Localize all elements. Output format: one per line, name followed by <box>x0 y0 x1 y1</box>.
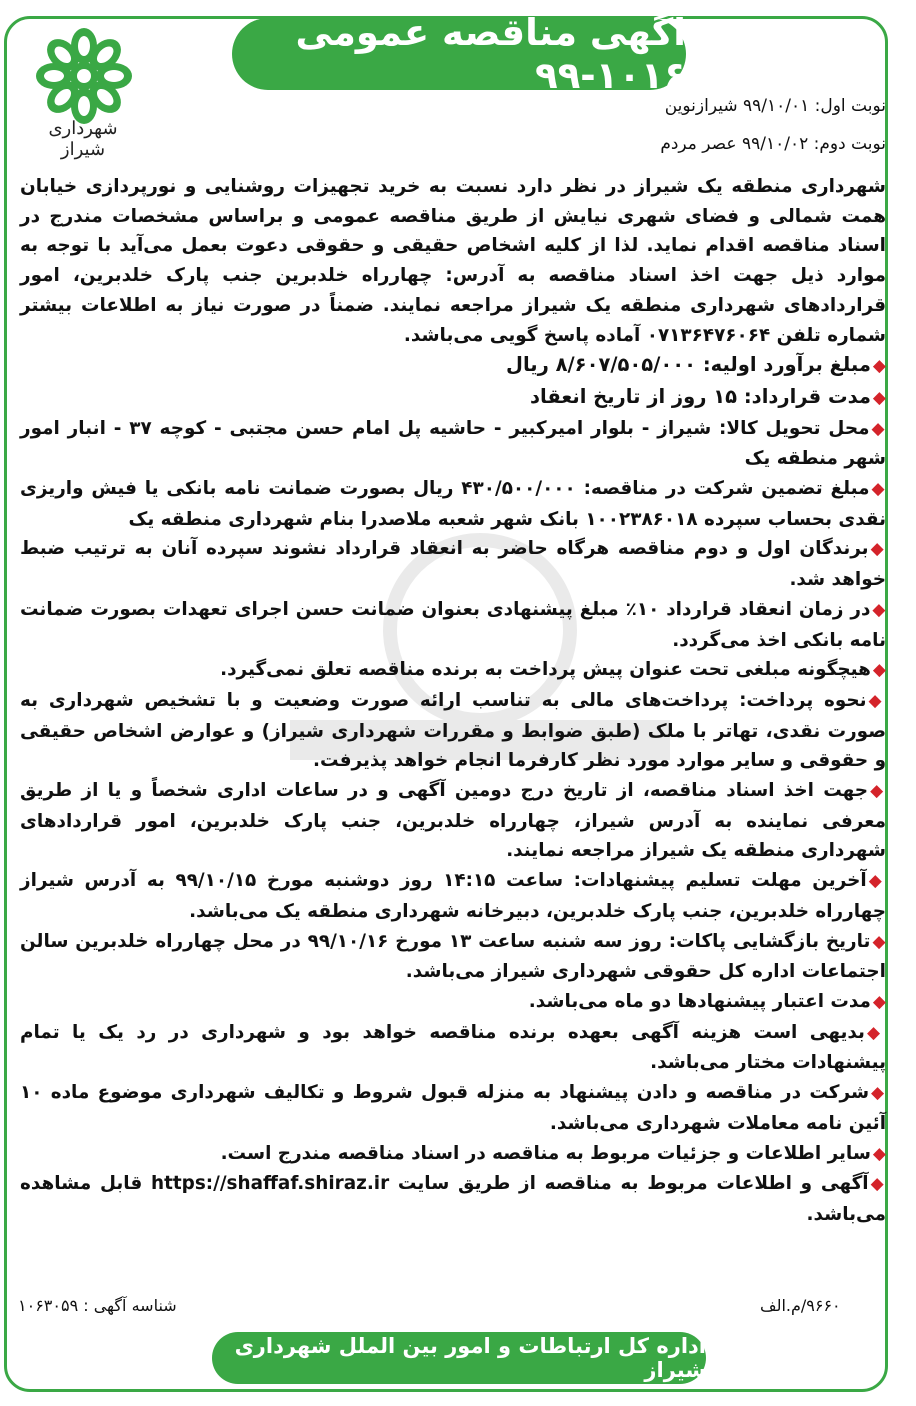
condition-text: جهت اخذ اسناد مناقصه، از تاریخ درج دومین آگهی و در ساعات اداری شخصاً و یا از طریق معرفی نماینده به آدرس شیراز، چهارراه خلدبرین، جنب پارک خلدبرین، امور قراردادهای شهرداری منطقه یک شیراز مراجعه نمایند. <box>20 780 886 862</box>
ad-code: ۹۶۶۰/م.الف <box>760 1296 841 1315</box>
bullet-diamond-icon: ◆ <box>872 991 886 1012</box>
condition-item <box>20 534 886 594</box>
intro-paragraph: شهرداری منطقه یک شیراز در نظر دارد نسبت به خرید تجهیزات روشنایی و نورپردازی خیابان همت شمالی و فضای شهری نیایش از طریق مناقصه عمومی و براساس مشخصات مندرج در اسناد مناقصه اقدام نماید. لذا از کلیه اشخاص حقیقی و حقوقی دعوت بعمل می‌آید با توجه به موارد ذیل جهت اخذ اسناد مناقصه به آدرس: چهارراه خلدبرین جنب پارک خلدبرین، امور قراردادهای شهرداری منطقه یک شیراز مراجعه نمایند. ضمناً در صورت نیاز به اطلاعات بیشتر شماره تلفن ۰۷۱۳۶۴۷۶۰۶۴ آماده پاسخ گویی می‌باشد. <box>20 176 886 346</box>
condition-text: بدیهی است هزینه آگهی بعهده برنده مناقصه خواهد بود و شهرداری در رد یک یا تمام پیشنهادات مختار می‌باشد. <box>20 1021 886 1074</box>
condition-text: مبلغ تضمین شرکت در مناقصه: ۴۳۰/۵۰۰/۰۰۰ ریال بصورت ضمانت نامه بانکی یا فیش واریزی نقدی بحساب سپرده ۱۰۰۲۳۸۶۰۱۸ بانک شهر شعبه ملاصدرا بنام شهرداری منطقه یک <box>20 478 886 530</box>
bullet-diamond-icon: ◆ <box>868 871 886 892</box>
ad-id: شناسه آگهی : ۱۰۶۳۰۵۹ <box>18 1296 177 1315</box>
bullet-diamond-icon: ◆ <box>871 418 886 439</box>
first-publication: نوبت اول: ۹۹/۱۰/۰۱ شیرازنوین <box>664 96 886 116</box>
condition-item <box>20 1078 886 1138</box>
bullet-diamond-icon: ◆ <box>870 781 886 802</box>
condition-item <box>20 595 886 655</box>
condition-item <box>20 987 886 1018</box>
bullet-diamond-icon: ◆ <box>872 387 886 408</box>
condition-item <box>20 382 886 414</box>
condition-item <box>20 655 886 686</box>
condition-item <box>20 414 886 474</box>
bullet-diamond-icon: ◆ <box>872 599 887 620</box>
condition-item <box>20 350 886 382</box>
bullet-diamond-icon: ◆ <box>868 690 886 711</box>
condition-text: در زمان انعقاد قرارداد ۱۰٪ مبلغ پیشنهادی بعنوان ضمانت حسن اجرای تعهدات بصورت ضمانت نامه بانکی اخذ می‌گردد. <box>20 598 886 651</box>
condition-item <box>20 1018 886 1078</box>
conditions-list <box>20 350 886 1229</box>
condition-text: نحوه پرداخت: پرداخت‌های مالی به تناسب ارائه صورت وضعیت و با تشخیص شهرداری به صورت نقدی، تهاتر با ملک (طبق ضوابط و مقررات شهرداری شیراز) و عوارض اشخاص حقیقی و حقوقی و سایر موارد مورد نظر کارفرما انجام خواهد پذیرفت. <box>20 689 886 772</box>
condition-text: شرکت در مناقصه و دادن پیشنهاد به منزله قبول شروط و تکالیف شهرداری موضوع ماده ۱۰ آئین نامه معاملات شهرداری می‌باشد. <box>20 1082 886 1134</box>
condition-text: هیچگونه مبلغی تحت عنوان پیش پرداخت به برنده مناقصه تعلق نمی‌گیرد. <box>220 659 871 681</box>
condition-text: سایر اطلاعات و جزئیات مربوط به مناقصه در اسناد مناقصه مندرج است. <box>220 1142 871 1164</box>
second-publication: نوبت دوم: ۹۹/۱۰/۰۲ عصر مردم <box>660 134 886 154</box>
condition-item <box>20 1169 886 1229</box>
bullet-diamond-icon: ◆ <box>872 660 886 681</box>
bottom-banner <box>212 1332 706 1384</box>
title-banner <box>232 11 686 97</box>
bullet-diamond-icon: ◆ <box>872 1143 886 1164</box>
condition-text: آخرین مهلت تسلیم پیشنهادات: ساعت ۱۴:۱۵ روز دوشنبه مورخ ۹۹/۱۰/۱۵ به آدرس شیراز چهارراه خلدبرین، جنب پارک خلدبرین، دبیرخانه شهرداری منطقه یک می‌باشد. <box>20 870 886 922</box>
condition-item <box>20 1139 886 1170</box>
logo-caption: شهرداری شیراز <box>48 118 118 160</box>
condition-text: مدت قرارداد: ۱۵ روز از تاریخ انعقاد <box>530 384 871 408</box>
page-title: آگهی مناقصه عمومی ۱۰۱۶-۹۹ <box>295 11 686 97</box>
bullet-diamond-icon: ◆ <box>870 539 886 560</box>
announcement-body <box>20 172 886 1230</box>
condition-item <box>20 686 886 776</box>
condition-text: تاریخ بازگشایی پاکات: روز سه شنبه ساعت ۱۳ مورخ ۹۹/۱۰/۱۶ در محل چهارراه خلدبرین سالن اجتماعات اداره کل حقوقی شهرداری شیراز می‌باشد. <box>20 930 886 983</box>
condition-text: مدت اعتبار پیشنهادها دو ماه می‌باشد. <box>528 990 871 1012</box>
condition-text: آگهی و اطلاعات مربوط به مناقصه از طریق سایت https://shaffaf.shiraz.ir قابل مشاهده می‌باشد. <box>20 1173 886 1225</box>
bullet-diamond-icon: ◆ <box>866 1022 886 1043</box>
bullet-diamond-icon: ◆ <box>871 479 887 500</box>
condition-item <box>20 927 886 987</box>
department-name: اداره کل ارتباطات و امور بین الملل شهرداری شیراز <box>234 1334 706 1382</box>
condition-text: محل تحویل کالا: شیراز - بلوار امیرکبیر - حاشیه پل امام حسن مجتبی - کوچه ۳۷ - انبار امور شهر منطقه یک <box>20 417 886 470</box>
condition-item <box>20 474 886 534</box>
bullet-diamond-icon: ◆ <box>872 356 886 377</box>
bullet-diamond-icon: ◆ <box>871 1083 886 1104</box>
condition-item <box>20 776 886 866</box>
bullet-diamond-icon: ◆ <box>870 1174 887 1195</box>
bullet-diamond-icon: ◆ <box>872 931 886 952</box>
condition-text: مبلغ برآورد اولیه: ۸/۶۰۷/۵۰۵/۰۰۰ ریال <box>506 353 871 377</box>
condition-text: برندگان اول و دوم مناقصه هرگاه حاضر به انعقاد قرارداد نشوند سپرده آنان به ترتیب ضبط خواهد شد. <box>20 538 886 591</box>
condition-item <box>20 866 886 926</box>
